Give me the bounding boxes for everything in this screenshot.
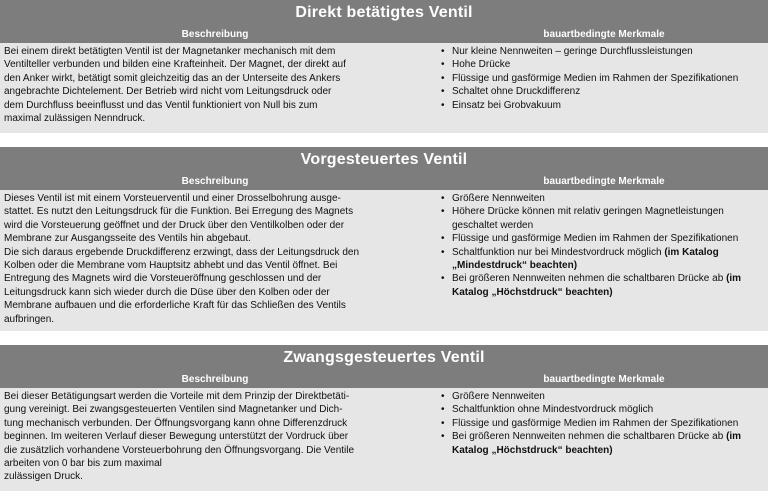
feature-text: Schaltfunktion nur bei Mindestvordruck möglich — [452, 246, 662, 258]
feature-item — [440, 403, 766, 416]
description-text — [4, 390, 434, 484]
description-line: zulässigen Druck. — [4, 471, 83, 483]
description-line: dem Durchfluss beeinflusst und das Ventil funktioniert von Null bis zum — [4, 99, 318, 111]
feature-item — [440, 430, 766, 457]
description-text — [4, 45, 434, 125]
features-header: bauartbedingte Merkmale — [543, 374, 665, 385]
column-header-bar — [0, 26, 768, 43]
feature-text: Größere Nennweiten — [452, 391, 545, 402]
description-line: Membrane aufbauen und die erforderliche Kraft für das Schließen des Ventils — [4, 300, 346, 312]
description-line: Entregung des Magnets wird die Vorsteueröffnung geschlossen und der — [4, 273, 322, 285]
description-line: den Anker wirkt, betätigt somit gleichzeitig das an der Unterseite des Ankers — [4, 72, 341, 84]
section-body — [0, 388, 768, 491]
description-line: gung vereinigt. Bei zwangsgesteuerten Ventilen sind Magnetanker und Dich- — [4, 404, 343, 416]
features-header: bauartbedingte Merkmale — [543, 29, 665, 40]
feature-text: Schaltet ohne Druckdifferenz — [452, 86, 581, 98]
feature-note: (im Katalog „Höchstdruck“ beachten) — [452, 273, 742, 298]
description-line: Ventilteller verbunden und bilden eine Krafteinheit. Der Magnet, der direkt auf — [4, 59, 346, 71]
section-title: Vorgesteuertes Ventil — [0, 147, 768, 173]
description-header: Beschreibung — [181, 29, 249, 40]
section-title: Zwangsgesteuertes Ventil — [0, 345, 768, 371]
section-pilot-valve — [0, 147, 768, 331]
description-line: Die sich daraus ergebende Druckdifferenz erzwingt, dass der Leitungsdruck den — [4, 246, 360, 258]
column-header-bar — [0, 371, 768, 388]
feature-item — [440, 417, 766, 430]
feature-item — [440, 85, 766, 98]
feature-item — [440, 99, 766, 112]
feature-item — [440, 72, 766, 85]
description-line: Bei einem direkt betätigten Ventil ist der Magnetanker mechanisch mit dem — [4, 46, 336, 57]
description-line: maximal zulässigen Nenndruck. — [4, 113, 146, 125]
features-list — [440, 45, 766, 112]
section-title: Direkt betätigtes Ventil — [0, 0, 768, 26]
column-header-bar — [0, 173, 768, 190]
feature-text: Flüssige und gasförmige Medien im Rahmen der Spezifikationen — [452, 72, 739, 84]
feature-text: Hohe Drücke — [452, 59, 511, 71]
description-line: Kolben oder die Membrane vom Hauptsitz abhebt und das Ventil öffnet. Bei — [4, 260, 338, 272]
feature-note: (im Katalog „Höchstdruck“ beachten) — [452, 431, 742, 456]
description-line: arbeiten von 0 bar bis zum maximal — [4, 458, 162, 470]
feature-text: Nur kleine Nennweiten – geringe Durchflussleistungen — [452, 46, 693, 57]
description-line: Membrane zur Ausgangsseite des Ventils hin abgebaut. — [4, 233, 251, 245]
feature-text: Bei größeren Nennweiten nehmen die schaltbaren Drücke ab — [452, 431, 724, 443]
description-line: Leitungsdruck kann sich wieder durch die Düse über den Kolben oder der — [4, 286, 330, 298]
description-line: angebrachte Dichtelement. Der Betrieb wird nicht vom Leitungsdruck oder — [4, 86, 332, 98]
description-line: aufbringen. — [4, 313, 55, 325]
feature-item — [440, 390, 766, 403]
feature-item — [440, 232, 766, 245]
description-header: Beschreibung — [181, 176, 249, 187]
description-line: beginnen. Im weiteren Verlauf dieser Bewegung unterstützt der Vordruck über — [4, 431, 349, 443]
section-body — [0, 190, 768, 331]
feature-text: Flüssige und gasförmige Medien im Rahmen der Spezifikationen — [452, 417, 739, 429]
description-line: wird die Vorsteuerung geöffnet und der Druck über den Ventilkolben oder der — [4, 219, 345, 231]
feature-text: Bei größeren Nennweiten nehmen die schaltbaren Drücke ab — [452, 273, 724, 285]
description-line: Dieses Ventil ist mit einem Vorsteuerventil und einer Drosselbohrung ausge- — [4, 193, 341, 204]
description-line: die zusätzlich vorhandene Vorsteuerbohrung den Öffnungsvorgang. Die Ventile — [4, 444, 355, 456]
feature-text: Größere Nennweiten — [452, 193, 545, 204]
feature-text: Höhere Drücke können mit relativ geringen Magnetleistungen geschaltet werden — [452, 206, 724, 231]
feature-item — [440, 246, 766, 273]
feature-item — [440, 58, 766, 71]
feature-text: Schaltfunktion ohne Mindestvordruck möglich — [452, 404, 654, 416]
section-body — [0, 43, 768, 133]
feature-item — [440, 272, 766, 299]
description-text — [4, 192, 434, 326]
description-line: Bei dieser Betätigungsart werden die Vorteile mit dem Prinzip der Direktbetäti- — [4, 391, 350, 402]
feature-item — [440, 205, 766, 232]
features-header: bauartbedingte Merkmale — [543, 176, 665, 187]
features-list — [440, 192, 766, 299]
feature-text: Einsatz bei Grobvakuum — [452, 99, 561, 111]
feature-item — [440, 45, 766, 58]
description-line: tung mechanisch verbunden. Der Öffnungsvorgang kann ohne Differenzdruck — [4, 417, 348, 429]
features-list — [440, 390, 766, 457]
description-header: Beschreibung — [181, 374, 249, 385]
feature-note: (im Katalog „Mindestdruck“ beachten) — [452, 246, 719, 272]
feature-item — [440, 192, 766, 205]
section-forced-valve — [0, 345, 768, 491]
section-direct-valve — [0, 0, 768, 133]
description-line: stattet. Es nutzt den Leitungsdruck für die Funktion. Bei Erregung des Magnets — [4, 206, 354, 218]
feature-text: Flüssige und gasförmige Medien im Rahmen der Spezifikationen — [452, 233, 739, 245]
